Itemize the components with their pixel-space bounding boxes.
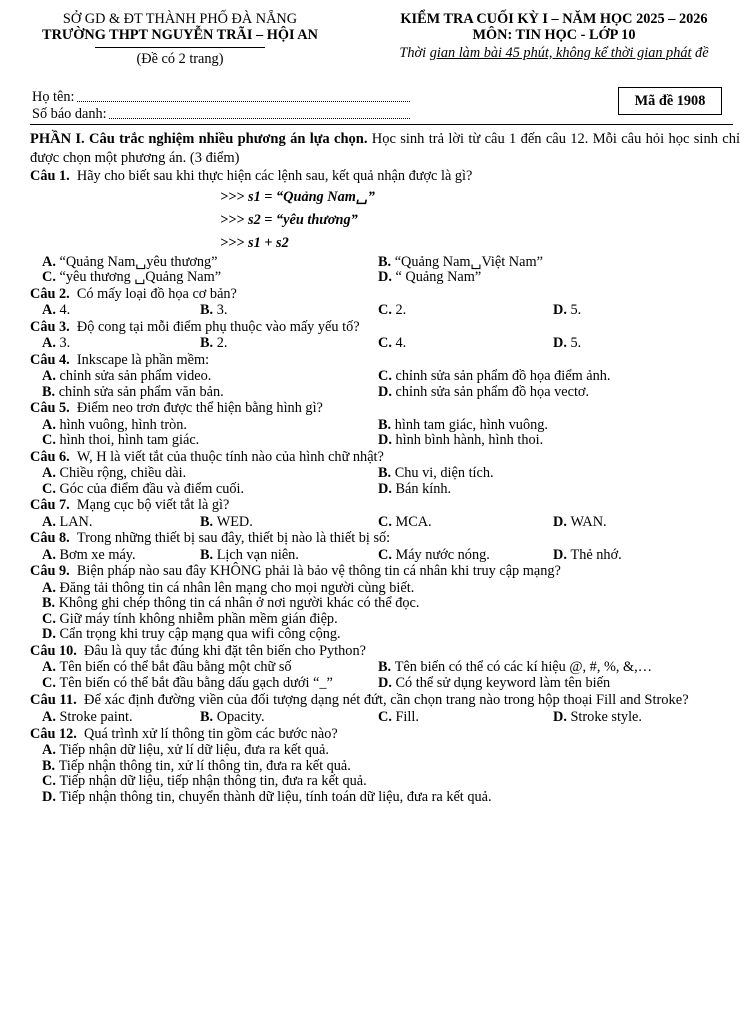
question-text: Quá trình xử lí thông tin gồm các bước nào?	[84, 725, 338, 742]
answer-options	[30, 515, 740, 531]
answer-options	[30, 548, 740, 564]
option-key: A.	[42, 368, 56, 384]
time-note-end: đề	[691, 44, 709, 61]
option-text: 5.	[570, 302, 582, 318]
question	[30, 691, 740, 726]
option-text: Bán kính.	[395, 480, 452, 497]
question-text: Điểm neo trơn được thể hiện bằng hình gì?	[76, 400, 323, 416]
option-key: C.	[378, 546, 392, 563]
option-key: C.	[378, 335, 392, 351]
option-text: Tiếp nhận dữ liệu, xử lí dữ liệu, đưa ra kết quả.	[59, 742, 329, 758]
question-number: Câu 5.	[30, 400, 70, 416]
exam-title: KIỂM TRA CUỐI KỲ I – NĂM HỌC 2025 – 2026	[400, 11, 708, 27]
student-id-field[interactable]	[109, 118, 410, 119]
question-number: Câu 12.	[30, 725, 77, 742]
option-key: D.	[553, 335, 567, 351]
answer-option[interactable]	[42, 710, 200, 726]
option-text: Đăng tải thông tin cá nhân lên mạng cho mọi người cùng biết.	[59, 579, 415, 596]
question-stem	[30, 286, 740, 304]
option-text: “ Quảng Nam”	[395, 269, 482, 285]
option-text: chỉnh sửa sản phẩm video.	[59, 368, 212, 384]
question	[30, 286, 740, 319]
student-id-row	[32, 105, 410, 122]
exam-header	[368, 11, 740, 61]
option-text: chỉnh sửa sản phẩm đồ họa vectơ.	[395, 383, 590, 400]
option-text: “yêu thương ␣Quảng Nam”	[59, 269, 222, 285]
answer-option[interactable]	[553, 336, 733, 352]
option-key: D.	[378, 432, 392, 448]
answer-option[interactable]	[42, 612, 740, 628]
student-name-row	[32, 88, 410, 105]
question-text: Để xác định đường viền của đối tượng dạng nét đứt, cần chọn trang nào trong hộp thoại Fill and Stroke?	[84, 692, 689, 708]
option-key: D.	[553, 546, 567, 563]
question-stem	[30, 726, 740, 744]
question-number: Câu 6.	[30, 448, 70, 465]
option-key: A.	[42, 416, 56, 433]
answer-option[interactable]	[42, 385, 378, 401]
option-text: 3.	[216, 302, 228, 318]
option-text: Góc của điểm đầu và điểm cuối.	[59, 480, 245, 497]
answer-option[interactable]	[42, 774, 740, 790]
option-text: Stroke style.	[570, 709, 642, 725]
code-line: >>> s1 + s2	[220, 234, 289, 251]
option-text: Tên biến có thể bắt đầu bằng một chữ số	[59, 659, 292, 675]
option-text: “Quảng Nam␣Việt Nam”	[394, 253, 543, 270]
option-text: Fill.	[395, 709, 419, 725]
option-key: B.	[378, 416, 392, 433]
question-text: Hãy cho biết sau khi thực hiện các lệnh sau, kết quả nhận được là gì?	[76, 168, 473, 184]
answer-options	[30, 303, 740, 319]
option-key: C.	[42, 480, 56, 497]
option-key: D.	[378, 383, 392, 400]
answer-option[interactable]	[42, 596, 740, 612]
student-info	[32, 88, 410, 122]
option-text: LAN.	[59, 513, 93, 530]
option-key: D.	[42, 788, 56, 805]
answer-option[interactable]	[378, 660, 748, 676]
exam-subject: MÔN: TIN HỌC - LỚP 10	[472, 27, 636, 44]
answer-option[interactable]	[200, 336, 378, 352]
option-key: A.	[42, 742, 56, 758]
question	[30, 319, 740, 352]
student-id-label: Số báo danh:	[32, 105, 107, 122]
answer-option[interactable]	[42, 790, 740, 806]
option-key: B.	[378, 465, 392, 481]
student-name-label: Họ tên:	[32, 88, 75, 105]
header-divider	[95, 47, 265, 48]
answer-options	[30, 336, 740, 352]
option-key: D.	[553, 709, 567, 725]
option-text: Tên biến có thể bắt đầu bằng dấu gạch dưới “_”	[59, 674, 333, 691]
answer-option[interactable]	[378, 466, 738, 482]
option-key: A.	[42, 465, 56, 481]
question-text: Trong những thiết bị sau đây, thiết bị nào là thiết bị số:	[76, 530, 391, 546]
answer-option[interactable]	[200, 710, 378, 726]
answer-options	[30, 581, 740, 643]
part1-title: PHẦN I. Câu trắc nghiệm nhiều phương án lựa chọn.	[30, 131, 368, 147]
question-stem	[30, 530, 740, 548]
option-key: B.	[200, 709, 214, 725]
answer-option[interactable]	[553, 710, 733, 726]
answer-option[interactable]	[378, 255, 738, 271]
student-name-field[interactable]	[77, 101, 411, 102]
time-note-underlined: gian làm bài 45 phút, không kể thời gian phát	[429, 44, 692, 61]
option-text: Thẻ nhớ.	[570, 546, 622, 563]
question	[30, 726, 740, 806]
question	[30, 352, 740, 401]
exam-time-note	[368, 45, 740, 61]
question	[30, 449, 740, 498]
option-key: A.	[42, 709, 56, 725]
question-stem	[30, 449, 740, 467]
answer-option[interactable]	[42, 369, 378, 385]
answer-options	[30, 369, 740, 400]
option-key: A.	[42, 659, 56, 675]
option-text: WED.	[216, 513, 253, 530]
department-name: SỞ GD & ĐT THÀNH PHỐ ĐÀ NẴNG	[62, 11, 298, 27]
answer-option[interactable]	[42, 743, 740, 759]
option-key: A.	[42, 335, 56, 351]
answer-option[interactable]	[378, 270, 738, 286]
option-key: B.	[200, 513, 214, 530]
code-line: >>> s1 = “Quảng Nam␣”	[220, 188, 375, 205]
question-text: Có mấy loại đồ họa cơ bản?	[76, 285, 237, 302]
question-number: Câu 10.	[30, 642, 77, 659]
question-stem	[30, 319, 740, 337]
option-text: Opacity.	[216, 709, 265, 725]
question-stem	[30, 400, 740, 418]
option-text: 4.	[395, 335, 407, 351]
time-note-part: Thời	[399, 44, 430, 61]
answer-option[interactable]	[553, 515, 733, 531]
option-key: C.	[42, 773, 56, 789]
answer-option[interactable]	[42, 336, 200, 352]
answer-option[interactable]	[378, 482, 738, 498]
option-key: C.	[42, 269, 56, 285]
option-key: D.	[378, 674, 392, 691]
question-text: Inkscape là phần mềm:	[76, 351, 210, 368]
option-text: Tiếp nhận dữ liệu, tiếp nhận thông tin, đưa ra kết quả.	[59, 773, 367, 789]
question-number: Câu 2.	[30, 285, 70, 302]
option-text: Có thể sử dụng keyword làm tên biến	[395, 674, 611, 691]
option-text: Stroke paint.	[59, 709, 133, 725]
question	[30, 530, 740, 563]
answer-option[interactable]	[378, 418, 738, 434]
option-key: B.	[42, 595, 56, 611]
option-text: hình vuông, hình tròn.	[59, 416, 187, 433]
option-text: Cẩn trọng khi truy cập mạng qua wifi công cộng.	[59, 626, 341, 642]
option-text: 3.	[59, 335, 71, 351]
answer-option[interactable]	[200, 548, 378, 564]
question-number: Câu 11.	[30, 692, 77, 708]
option-text: Máy nước nóng.	[395, 546, 490, 563]
question-stem	[30, 563, 740, 581]
question-stem	[30, 691, 740, 710]
option-text: Lịch vạn niên.	[216, 546, 299, 563]
option-text: chỉnh sửa sản phẩm văn bản.	[58, 383, 224, 400]
answer-option[interactable]	[42, 303, 200, 319]
answer-option[interactable]	[553, 303, 733, 319]
answer-options	[30, 660, 740, 691]
option-key: B.	[200, 546, 214, 563]
answer-option[interactable]	[378, 676, 748, 692]
option-key: B.	[200, 302, 214, 318]
question-number: Câu 7.	[30, 497, 70, 513]
part1-description: Học sinh trả lời từ câu 1 đến câu 12. Mỗi câu hỏi học sinh chỉ được chọn một phương án. (3 điểm)	[30, 131, 740, 166]
option-text: Tên biến có thể có các kí hiệu @, #, %, &,…	[394, 659, 653, 675]
option-key: C.	[378, 368, 392, 384]
option-key: A.	[42, 579, 56, 596]
option-text: chỉnh sửa sản phẩm đồ họa điểm ảnh.	[395, 368, 611, 384]
option-key: C.	[42, 432, 56, 448]
question	[30, 168, 740, 286]
option-text: WAN.	[570, 513, 607, 530]
answer-options	[30, 466, 740, 497]
answer-option[interactable]	[42, 482, 378, 498]
answer-option[interactable]	[378, 433, 738, 449]
question-number: Câu 1.	[30, 168, 70, 184]
option-text: hình bình hành, hình thoi.	[395, 432, 544, 448]
option-text: 4.	[59, 302, 71, 318]
question-list	[30, 168, 740, 805]
option-text: Chu vi, diện tích.	[394, 465, 494, 481]
question-text: W, H là viết tắt của thuộc tính nào của hình chữ nhật?	[76, 448, 384, 465]
question-text: Độ cong tại mỗi điểm phụ thuộc vào mấy yếu tố?	[76, 318, 360, 335]
option-key: D.	[378, 269, 392, 285]
option-key: B.	[200, 335, 214, 351]
option-key: A.	[42, 546, 56, 563]
answer-options	[30, 743, 740, 805]
answer-option[interactable]	[42, 418, 378, 434]
question-number: Câu 9.	[30, 563, 70, 579]
option-text: Tiếp nhận thông tin, xử lí thông tin, đưa ra kết quả.	[58, 757, 351, 774]
option-text: Bơm xe máy.	[59, 546, 136, 563]
exam-content	[30, 130, 740, 805]
answer-option[interactable]	[42, 759, 740, 775]
option-text: 5.	[570, 335, 582, 351]
school-name: TRƯỜNG THPT NGUYỄN TRÃI – HỘI AN	[42, 27, 318, 44]
option-text: “Quảng Nam␣yêu thương”	[59, 253, 218, 270]
option-key: C.	[42, 674, 56, 691]
question-number: Câu 3.	[30, 318, 70, 335]
question	[30, 497, 740, 530]
code-line: >>> s2 = “yêu thương”	[220, 211, 358, 228]
question	[30, 643, 740, 692]
option-key: B.	[42, 757, 56, 774]
answer-option[interactable]	[378, 548, 553, 564]
option-key: C.	[42, 610, 56, 627]
answer-option[interactable]	[378, 385, 738, 401]
option-text: Tiếp nhận thông tin, chuyển thành dữ liệu, tính toán dữ liệu, đưa ra kết quả.	[59, 788, 492, 805]
answer-option[interactable]	[378, 369, 738, 385]
answer-option[interactable]	[42, 433, 378, 449]
option-text: Không ghi chép thông tin cá nhân ở nơi người khác có thể đọc.	[58, 595, 420, 611]
option-key: C.	[378, 513, 392, 530]
answer-option[interactable]	[42, 676, 378, 692]
answer-option[interactable]	[42, 581, 740, 597]
page-count-note: (Đề có 2 trang)	[136, 50, 224, 67]
option-key: D.	[378, 480, 392, 497]
option-key: B.	[378, 659, 392, 675]
option-text: Giữ máy tính không nhiễm phần mềm gián điệp.	[59, 610, 338, 627]
school-header	[20, 11, 340, 67]
answer-option[interactable]	[42, 627, 740, 643]
option-key: D.	[553, 513, 567, 530]
option-key: A.	[42, 253, 56, 270]
answer-option[interactable]	[553, 548, 733, 564]
exam-code-box: Mã đề 1908	[618, 87, 722, 115]
answer-option[interactable]	[378, 515, 553, 531]
option-key: B.	[42, 383, 56, 400]
question-text: Đâu là quy tắc đúng khi đặt tên biến cho Python?	[84, 642, 366, 659]
question	[30, 563, 740, 643]
option-key: D.	[553, 302, 567, 318]
option-text: 2.	[395, 302, 407, 318]
option-key: B.	[378, 253, 392, 270]
answer-options	[30, 255, 740, 286]
option-text: MCA.	[395, 513, 432, 530]
option-text: 2.	[216, 335, 228, 351]
answer-option[interactable]	[42, 515, 200, 531]
option-key: D.	[42, 626, 56, 642]
answer-option[interactable]	[200, 515, 378, 531]
answer-option[interactable]	[42, 270, 378, 286]
question-stem	[30, 497, 740, 515]
option-key: A.	[42, 513, 56, 530]
question-stem	[30, 168, 740, 186]
question-number: Câu 8.	[30, 530, 70, 546]
answer-option[interactable]	[42, 548, 200, 564]
header-separator	[30, 124, 733, 125]
question-stem	[30, 352, 740, 370]
answer-option[interactable]	[42, 660, 378, 676]
option-text: hình thoi, hình tam giác.	[59, 432, 200, 448]
option-key: A.	[42, 302, 56, 318]
question-text: Mạng cục bộ viết tắt là gì?	[76, 497, 230, 513]
answer-options	[30, 710, 740, 726]
question-number: Câu 4.	[30, 351, 70, 368]
option-key: C.	[378, 302, 392, 318]
question-text: Biện pháp nào sau đây KHÔNG phải là bảo vệ thông tin cá nhân khi truy cập mạng?	[76, 563, 561, 579]
option-text: Chiều rộng, chiều dài.	[59, 465, 187, 481]
answer-option[interactable]	[378, 303, 553, 319]
question-stem	[30, 643, 740, 661]
option-key: C.	[378, 709, 392, 725]
answer-option[interactable]	[42, 255, 378, 271]
answer-option[interactable]	[200, 303, 378, 319]
answer-option[interactable]	[42, 466, 378, 482]
option-text: hình tam giác, hình vuông.	[394, 416, 548, 433]
question	[30, 400, 740, 449]
part1-intro	[30, 130, 740, 168]
answer-options	[30, 418, 740, 449]
answer-option[interactable]	[378, 336, 553, 352]
answer-option[interactable]	[378, 710, 553, 726]
